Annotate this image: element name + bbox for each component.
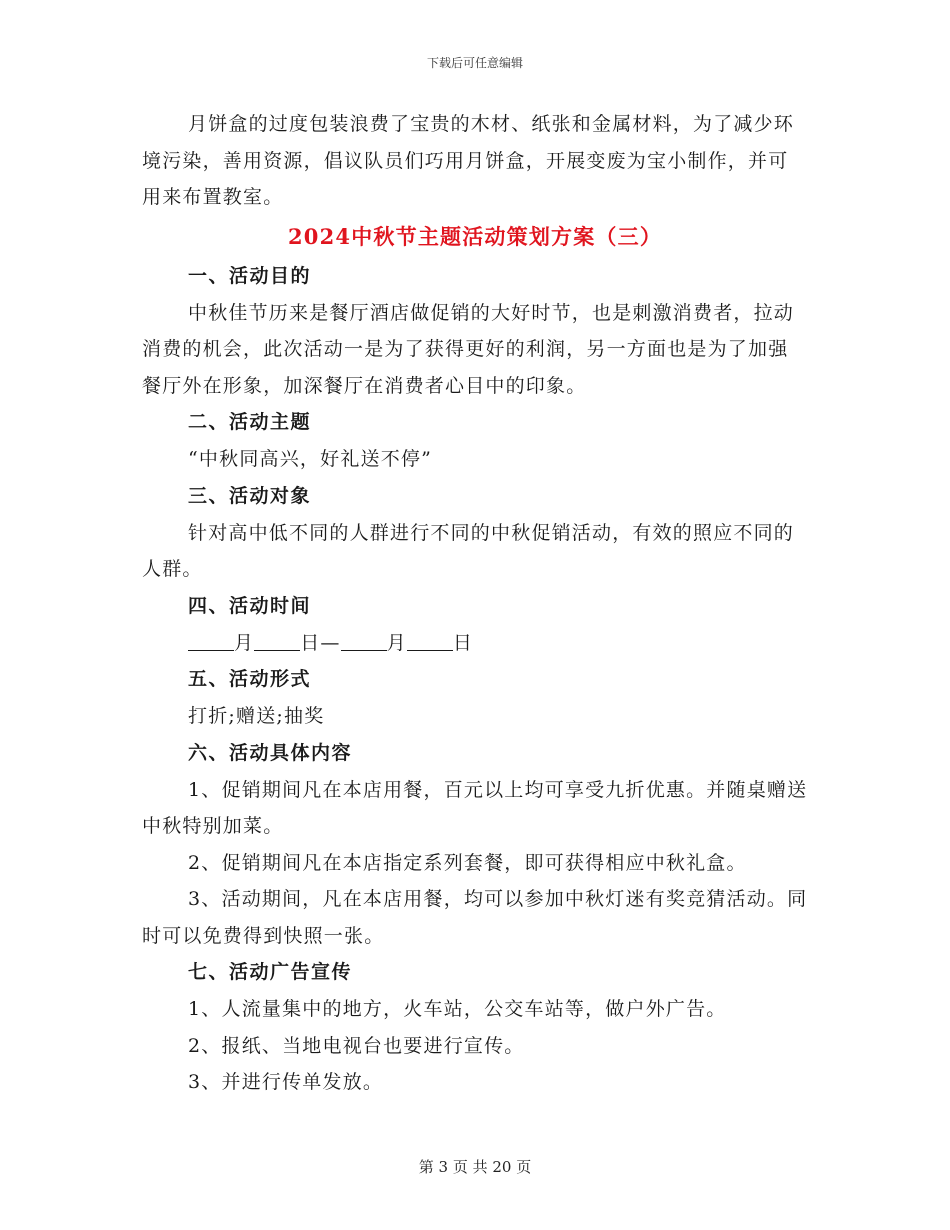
paragraph-format: 打折;赠送;抽奖 — [188, 705, 325, 727]
blank-line — [407, 632, 453, 651]
blank-line — [188, 632, 234, 651]
paragraph-ad-1: 1、人流量集中的地方，火车站，公交车站等，做户外广告。 — [188, 998, 727, 1020]
date-month-label: 月 — [386, 631, 407, 654]
page-footer: 第 3 页 共 20 页 — [418, 1158, 532, 1176]
heading-time: 四、活动时间 — [188, 594, 312, 617]
section-title: 2024中秋节主题活动策划方案（三） — [287, 223, 663, 249]
heading-purpose: 一、活动目的 — [188, 264, 312, 287]
blank-line — [341, 632, 387, 651]
heading-advertising: 七、活动广告宣传 — [188, 961, 353, 983]
heading-audience: 三、活动对象 — [188, 484, 312, 507]
paragraph-theme: “中秋同高兴，好礼送不停” — [188, 448, 433, 470]
date-day-label: 日 — [452, 631, 474, 654]
heading-format: 五、活动形式 — [188, 668, 312, 690]
date-month-label: 月 — [234, 631, 255, 654]
paragraph-audience: 针对高中低不同的人群进行不同的中秋促销活动，有效的照应不同的人群。 — [142, 521, 795, 580]
heading-theme: 二、活动主题 — [188, 411, 312, 433]
date-day-label: 日— — [300, 631, 341, 654]
paragraph-content-3: 3、活动期间，凡在本店用餐，均可以参加中秋灯迷有奖竞猜活动。同时可以免费得到快照一张。 — [142, 888, 808, 947]
page-header: 下载后可任意编辑 — [426, 56, 523, 70]
paragraph-content-1: 1、促销期间凡在本店用餐，百元以上均可享受九折优惠。并随桌赠送中秋特别加菜。 — [142, 778, 808, 837]
paragraph-ad-2: 2、报纸、当地电视台也要进行宣传。 — [188, 1034, 525, 1057]
heading-content: 六、活动具体内容 — [188, 741, 353, 764]
date-line — [142, 625, 808, 662]
paragraph-mooncake-box: 月饼盒的过度包装浪费了宝贵的木材、纸张和金属材料，为了减少环境污染，善用资源，倡议队员们巧用月饼盒，开展变废为宝小制作，并可用来布置教室。 — [142, 113, 795, 208]
paragraph-purpose: 中秋佳节历来是餐厅酒店做促销的大好时节，也是刺激消费者，拉动消费的机会，此次活动一是为了获得更好的利润，另一方面也是为了加强餐厅外在形象，加深餐厅在消费者心目中的印象。 — [142, 301, 795, 397]
blank-line — [254, 632, 300, 651]
document-body — [142, 106, 808, 1101]
paragraph-content-2: 2、促销期间凡在本店指定系列套餐，即可获得相应中秋礼盒。 — [188, 851, 747, 874]
paragraph-ad-3: 3、并进行传单发放。 — [188, 1071, 384, 1093]
